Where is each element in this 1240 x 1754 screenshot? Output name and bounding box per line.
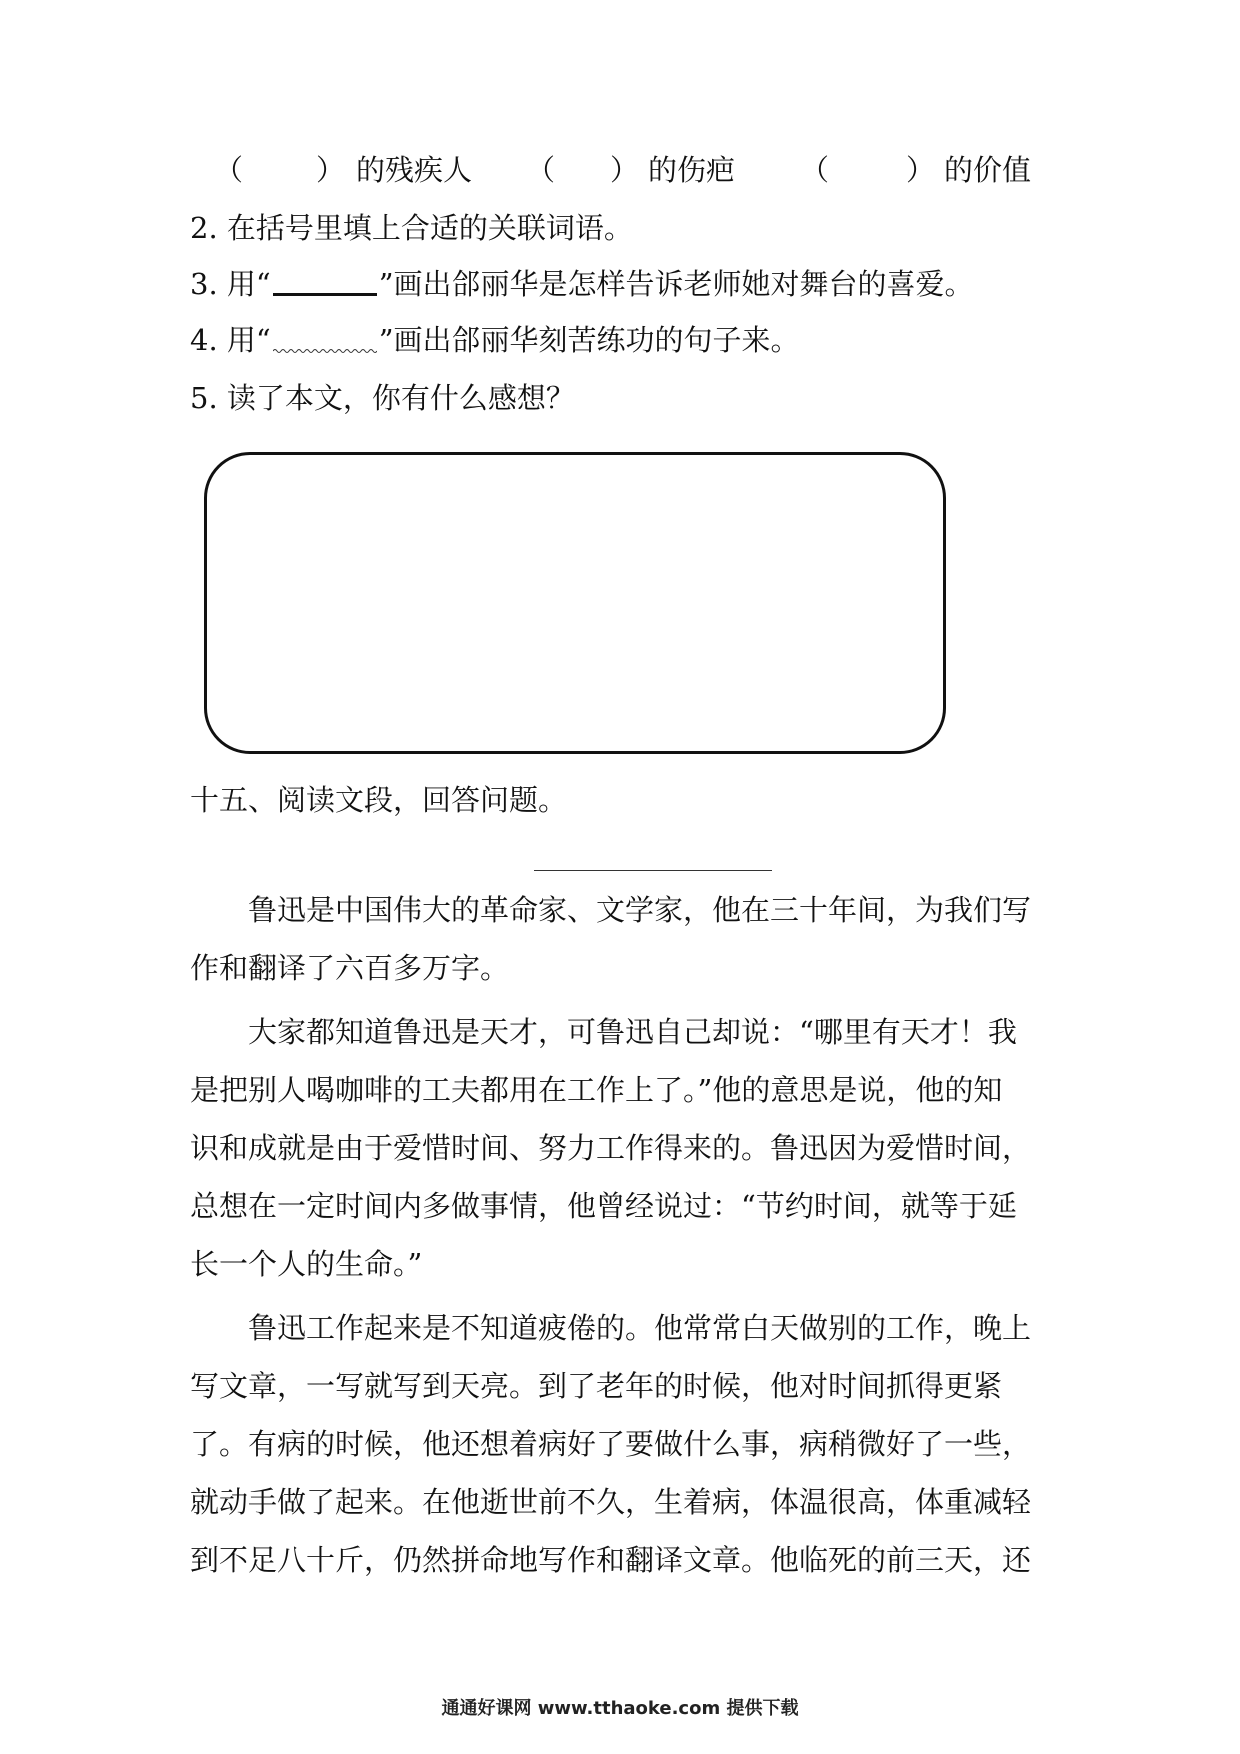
passage-title-blank-line[interactable] <box>534 870 772 871</box>
passage-line: 了。有病的时候，他还想着病好了要做什么事，病稍微好了一些， <box>190 1427 1032 1461</box>
blank-2-word: 的伤疤 <box>648 153 736 187</box>
passage-line: 就动手做了起来。在他逝世前不久，生着病，体温很高，体重减轻 <box>190 1485 1032 1519</box>
passage-line: 长一个人的生命。” <box>190 1247 423 1281</box>
blank-2-close: ） <box>610 153 640 187</box>
question-3-suffix: ”画出郃丽华是怎样告诉老师她对舞台的喜爱。 <box>378 267 974 301</box>
question-3-prefix: 3. 用“ <box>190 267 271 301</box>
question-2: 2. 在括号里填上合适的关联词语。 <box>190 211 633 245</box>
passage-line: 识和成就是由于爱惜时间、努力工作得来的。鲁迅因为爱惜时间， <box>190 1131 1032 1165</box>
solid-underline-mark <box>273 267 377 296</box>
question-4-prefix: 4. 用“ <box>190 323 271 357</box>
blank-1-open: （ <box>214 153 244 187</box>
blank-1-close: ） <box>316 153 346 187</box>
passage-line: 鲁迅工作起来是不知道疲倦的。他常常白天做别的工作，晚上 <box>190 1311 1032 1345</box>
passage-line: 是把别人喝咖啡的工夫都用在工作上了。”他的意思是说，他的知 <box>190 1073 1003 1107</box>
question-3 <box>190 264 974 304</box>
fill-blank-row <box>0 150 1240 190</box>
question-5: 5. 读了本文，你有什么感想？ <box>190 381 575 415</box>
passage-line: 鲁迅是中国伟大的革命家、文学家，他在三十年间，为我们写 <box>190 893 1032 927</box>
question-4 <box>190 320 800 360</box>
wavy-underline-mark <box>273 326 377 352</box>
answer-box[interactable] <box>204 452 946 754</box>
passage-line: 大家都知道鲁迅是天才，可鲁迅自己却说：“哪里有天才！我 <box>190 1015 1017 1049</box>
section-heading: 十五、阅读文段，回答问题。 <box>190 783 568 817</box>
passage-line: 到不足八十斤，仍然拼命地写作和翻译文章。他临死的前三天，还 <box>190 1543 1032 1577</box>
passage-line: 作和翻译了六百多万字。 <box>190 951 510 985</box>
blank-2-open: （ <box>526 153 556 187</box>
blank-3-open: （ <box>800 153 830 187</box>
question-4-suffix: ”画出郃丽华刻苦练功的句子来。 <box>378 323 800 357</box>
blank-3-close: ） <box>906 153 936 187</box>
passage-line: 总想在一定时间内多做事情，他曾经说过：“节约时间，就等于延 <box>190 1189 1017 1223</box>
passage-line: 写文章，一写就写到天亮。到了老年的时候，他对时间抓得更紧 <box>190 1369 1003 1403</box>
blank-1-word: 的残疾人 <box>356 153 473 187</box>
blank-3-word: 的价值 <box>944 153 1032 187</box>
footer-download-note: 通通好课网 www.tthaoke.com 提供下载 <box>441 1698 799 1719</box>
